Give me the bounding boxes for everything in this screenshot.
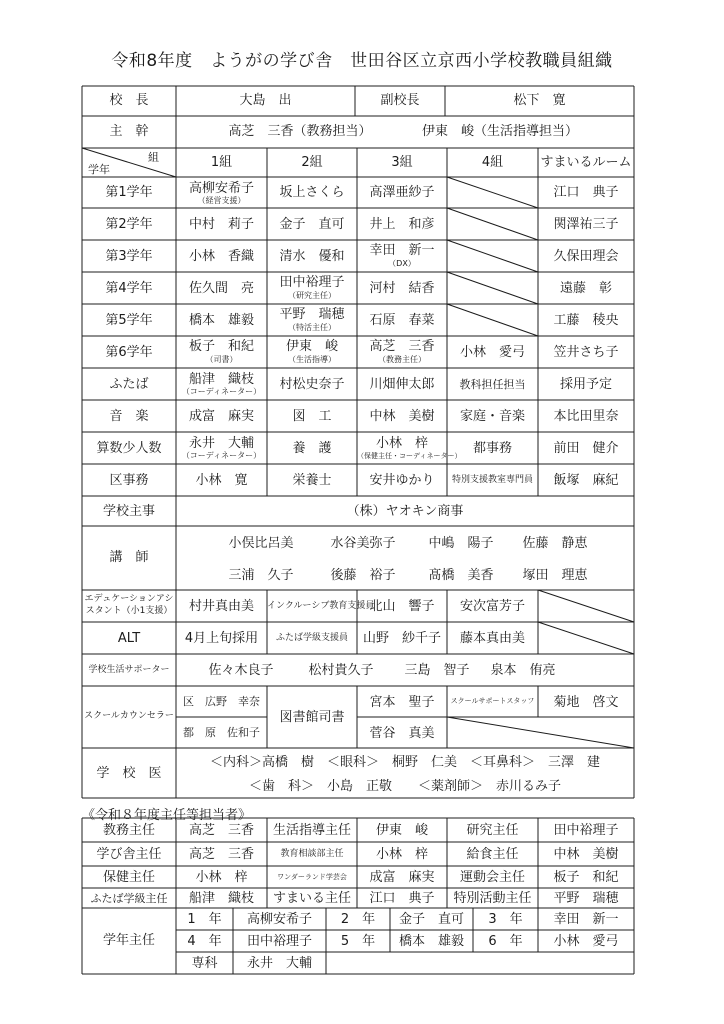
futaba-teacher-1: 船津 織枝 <box>188 372 254 387</box>
grade-1-class-3: 高澤亜紗子 <box>369 185 435 200</box>
chief-teacher-2: 伊東 峻（生活指導担当） <box>421 124 578 139</box>
chief-teacher-1: 高芝 三香（教務担当） <box>228 124 372 139</box>
header-class: 組 <box>148 151 159 164</box>
school-doctor-line-1: ＜内科＞高橋 樹 ＜眼科＞ 桐野 仁美 ＜耳鼻科＞ 三澤 建 <box>209 755 600 770</box>
column-2: 2組 <box>301 155 323 170</box>
grade-head-name: 高柳安希子 <box>246 912 312 927</box>
duty-label: 研究主任 <box>466 823 519 838</box>
grade-5-label: 第5学年 <box>105 313 153 328</box>
alt-label: ALT <box>117 631 141 646</box>
grade-4-class-3: 河村 結香 <box>369 281 435 296</box>
duty-label: 教務主任 <box>102 823 155 838</box>
dietitian-name: 安井ゆかり <box>369 473 435 488</box>
smile-room-teacher-4: 遠藤 彰 <box>559 281 612 296</box>
grade-5-class-2-role: （特活主任） <box>288 323 336 332</box>
special-support-label: 特別支援教室専門員 <box>451 475 533 485</box>
smile-room-teacher-5: 工藤 稜央 <box>553 313 619 328</box>
duty-label: ワンダーランド学芸会 <box>277 873 347 881</box>
duty-label: 特別活動主任 <box>453 891 532 906</box>
grade-head-name: 小林 愛弓 <box>553 934 619 949</box>
futaba-label: ふたば <box>109 377 149 392</box>
nurse-teacher: 小林 梓 <box>375 436 428 451</box>
education-assistant-label: エデュケーションアシスタント（小1支援） <box>84 594 174 616</box>
duty-name: 田中裕理子 <box>553 823 619 838</box>
vice-principal-name: 松下 寛 <box>513 93 566 108</box>
life-supporter-3: 三島 智子 <box>404 663 470 678</box>
duty-label: 教育相談部主任 <box>280 849 344 859</box>
life-supporter-4: 泉本 侑亮 <box>490 663 556 678</box>
inclusive-support-2: 安次富芳子 <box>459 599 525 614</box>
grade-3-class-2: 清水 優和 <box>279 249 345 264</box>
hiring-planned-label: 採用予定 <box>559 377 612 392</box>
nurse-teacher-role: （保健主任・コーディネーター） <box>357 452 462 460</box>
column-4: 4組 <box>481 155 504 170</box>
grade-head-grade: 5 年 <box>340 934 376 949</box>
grade-6-class-3-role: （教務主任） <box>378 355 426 364</box>
grade-6-class-1-role: （司書） <box>205 355 238 364</box>
futaba-support-label: ふたば学級支援員 <box>275 633 348 643</box>
lecturer-3: 中嶋 陽子 <box>428 536 494 551</box>
nurse-label: 養 護 <box>292 441 332 456</box>
lecturer-4: 佐藤 静恵 <box>522 536 588 551</box>
smile-room-teacher-2: 関澤祐三子 <box>553 217 619 232</box>
duty-label: 生活指導主任 <box>272 823 351 838</box>
lecturer-2: 水谷美弥子 <box>330 536 396 551</box>
grade-3-class-1: 小林 香織 <box>188 249 254 264</box>
grade-5-class-1: 橋本 雄毅 <box>188 313 254 328</box>
duty-label: 学び舎主任 <box>96 847 162 862</box>
dietitian-label: 栄養士 <box>292 473 332 488</box>
grade-5-class-3: 石原 春菜 <box>369 313 435 328</box>
lecturer-7: 髙橋 美香 <box>428 568 494 583</box>
grade-head-name: 橋本 雄毅 <box>398 934 464 949</box>
librarian-1: 宮本 聖子 <box>369 695 435 710</box>
futaba-teacher-2: 村松史奈子 <box>279 377 345 392</box>
grade-6-class-2-role: （生活指導） <box>288 355 336 364</box>
specialist-name: 永井 大輔 <box>246 956 312 971</box>
smile-room-teacher-6: 笠井さち子 <box>553 345 619 360</box>
grade-1-class-1-role: （経営支援） <box>197 196 246 205</box>
grade-head-label: 学年主任 <box>102 933 155 948</box>
grade-head-name: 田中裕理子 <box>246 934 312 949</box>
art-teacher: 中林 美樹 <box>369 409 435 424</box>
music-teacher: 成富 麻実 <box>188 409 254 424</box>
grade-6-label: 第6学年 <box>105 345 153 360</box>
futaba-support-2: 藤本真由美 <box>459 631 525 646</box>
grade-head-grade: 3 年 <box>488 912 523 927</box>
grade-3-class-3: 幸田 新一 <box>369 243 435 258</box>
lecturer-1: 小俣比呂美 <box>228 536 294 551</box>
duties-section-title: 《令和８年度主任等担当者》 <box>82 808 252 823</box>
duty-label: すまいる主任 <box>272 891 351 906</box>
alt-name: 4月上旬採用 <box>184 631 259 646</box>
grade-6-class-1: 板子 和紀 <box>188 339 254 354</box>
grade-6-class-4: 小林 愛弓 <box>459 345 525 360</box>
school-counselor-label: スクールカウンセラー <box>84 711 174 721</box>
grade-1-label: 第1学年 <box>105 185 153 200</box>
lecturer-6: 後藤 裕子 <box>330 568 396 583</box>
music-label: 音 楽 <box>109 409 149 424</box>
smile-room-teacher-3: 久保田理会 <box>553 249 619 264</box>
grade-head-grade: 6 年 <box>488 934 523 949</box>
lecturer-label: 講 師 <box>109 550 149 565</box>
column-smile-room: すまいるルーム <box>540 155 632 170</box>
column-3: 3組 <box>391 155 413 170</box>
duty-name: 伊東 峻 <box>375 823 428 838</box>
grade-6-class-3: 高芝 三香 <box>369 339 435 354</box>
math-teacher: 永井 大輔 <box>188 436 254 451</box>
grade-2-class-3: 井上 和彦 <box>369 217 435 232</box>
librarian-label: 図書館司書 <box>279 710 345 725</box>
futaba-teacher-3: 川畑伸太郎 <box>369 377 435 392</box>
subject-teacher-label: 教科担任担当 <box>459 378 526 391</box>
grade-head-name: 幸田 新一 <box>553 912 619 927</box>
math-small-group-label: 算数少人数 <box>96 441 162 456</box>
grade-4-label: 第4学年 <box>105 281 153 296</box>
chief-label: 主 幹 <box>109 124 149 139</box>
duty-name: 小林 梓 <box>195 870 248 885</box>
specialist-label: 専科 <box>191 956 218 971</box>
special-support-staff: 飯塚 麻紀 <box>553 473 619 488</box>
grade-head-grade: 2 年 <box>340 912 376 927</box>
grade-4-class-2: 田中裕理子 <box>279 275 345 290</box>
duty-label: 運動会主任 <box>459 870 525 885</box>
grade-4-class-2-role: （研究主任） <box>288 291 336 300</box>
grade-6-class-2: 伊東 峻 <box>285 339 338 354</box>
life-supporter-2: 松村貴久子 <box>308 663 374 678</box>
home-economics-label: 家庭・音楽 <box>459 409 525 424</box>
duty-name: 小林 梓 <box>375 847 428 862</box>
duty-label: 給食主任 <box>466 847 519 862</box>
lecturer-5: 三浦 久子 <box>228 568 294 583</box>
school-doctor-line-2: ＜歯 科＞ 小島 正敬 ＜薬剤師＞ 赤川るみ子 <box>248 779 561 794</box>
school-doctor-label: 学 校 医 <box>96 766 162 781</box>
grade-5-class-2: 平野 瑞穂 <box>279 307 345 322</box>
duty-name: 高芝 三香 <box>188 823 254 838</box>
grade-4-class-1: 佐久間 亮 <box>188 281 254 296</box>
duty-name: 江口 典子 <box>369 891 435 906</box>
duty-label: 保健主任 <box>102 870 155 885</box>
home-economics-teacher: 本比田里奈 <box>553 409 619 424</box>
duty-name: 成富 麻実 <box>369 870 435 885</box>
header-grade: 学年 <box>88 163 110 176</box>
grade-2-label: 第2学年 <box>105 217 153 232</box>
school-janitor-company: （株）ヤオキン商事 <box>346 504 464 519</box>
grade-2-class-2: 金子 直可 <box>279 217 345 232</box>
duty-name: 高芝 三香 <box>188 847 254 862</box>
duty-label: ふたば学級主任 <box>90 892 168 905</box>
grade-1-class-1: 高柳安希子 <box>188 181 254 196</box>
column-1: 1組 <box>210 155 233 170</box>
grade-1-class-2: 坂上さくら <box>279 185 345 200</box>
inclusive-support-1: 北山 響子 <box>369 599 435 614</box>
ward-office-label: 区事務 <box>109 473 149 488</box>
duty-name: 船津 織枝 <box>188 891 254 906</box>
ward-office-staff: 小林 寛 <box>195 473 248 488</box>
vice-principal-label: 副校長 <box>380 93 420 108</box>
grade-head-name: 金子 直可 <box>398 912 464 927</box>
smile-room-teacher-1: 江口 典子 <box>553 185 619 200</box>
school-counselor-2: 都 原 佐和子 <box>183 726 260 739</box>
grade-3-class-3-role: （DX） <box>388 259 416 268</box>
school-support-staff-name: 菊地 啓文 <box>553 695 619 710</box>
grade-head-grade: 1 年 <box>187 912 222 927</box>
grade-3-label: 第3学年 <box>105 249 153 264</box>
principal-label: 校 長 <box>109 93 149 108</box>
futaba-support-1: 山野 紗千子 <box>362 631 441 646</box>
school-janitor-label: 学校主事 <box>102 504 155 519</box>
life-supporter-1: 佐々木良子 <box>208 663 274 678</box>
life-supporter-label: 学校生活サポーター <box>88 665 170 675</box>
metro-office-label: 都事務 <box>472 441 512 456</box>
duty-name: 平野 瑞穂 <box>553 891 619 906</box>
duty-name: 中林 美樹 <box>553 847 619 862</box>
librarian-2: 菅谷 真美 <box>369 726 435 741</box>
math-teacher-role: （コーディネーター） <box>181 451 262 460</box>
education-assistant-name: 村井真由美 <box>188 599 254 614</box>
grade-2-class-1: 中村 莉子 <box>188 217 254 232</box>
school-counselor-1: 区 広野 幸奈 <box>183 695 260 708</box>
duty-name: 板子 和紀 <box>553 870 619 885</box>
futaba-teacher-1-role: （コーディネーター） <box>181 387 262 396</box>
school-support-staff-label: スクールサポートスタッフ <box>450 697 535 705</box>
art-label: 図 工 <box>292 409 332 424</box>
principal-name: 大島 出 <box>239 93 292 108</box>
grade-head-grade: 4 年 <box>187 934 222 949</box>
lecturer-8: 塚田 理恵 <box>522 568 588 583</box>
inclusive-support-label: インクルーシブ教育支援員 <box>267 601 375 611</box>
metro-office-staff: 前田 健介 <box>553 441 619 456</box>
page-title: 令和8年度 ようがの学び舎 世田谷区立京西小学校教職員組織 <box>111 51 613 71</box>
